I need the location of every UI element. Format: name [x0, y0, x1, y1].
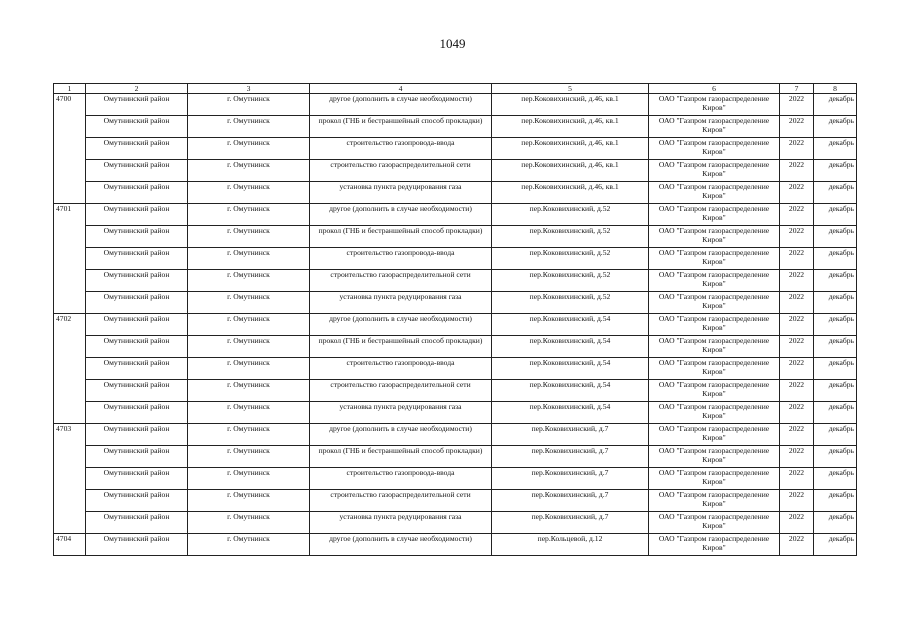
- month-cell: декабрь: [814, 226, 857, 248]
- year-cell: 2022: [780, 182, 814, 204]
- work-type-cell: другое (дополнить в случае необходимости): [310, 424, 492, 446]
- table-header: [54, 84, 857, 94]
- town-cell: г. Омутнинск: [188, 248, 310, 270]
- month-cell: декабрь: [814, 358, 857, 380]
- town-cell: г. Омутнинск: [188, 512, 310, 534]
- address-cell: пер.Коковихинский, д.52: [492, 248, 649, 270]
- table-row: [54, 226, 857, 248]
- organization-cell: ОАО "Газпром газораспределение Киров": [649, 534, 780, 556]
- month-cell: декабрь: [814, 380, 857, 402]
- month-cell: декабрь: [814, 402, 857, 424]
- record-number-cell: 4702: [54, 314, 86, 424]
- district-cell: Омутнинский район: [86, 160, 188, 182]
- district-cell: Омутнинский район: [86, 138, 188, 160]
- month-cell: декабрь: [814, 512, 857, 534]
- table-row: [54, 94, 857, 116]
- address-cell: пер.Коковихинский, д.7: [492, 446, 649, 468]
- table-row: [54, 490, 857, 512]
- year-cell: 2022: [780, 512, 814, 534]
- work-type-cell: установка пункта редуцирования газа: [310, 402, 492, 424]
- town-cell: г. Омутнинск: [188, 358, 310, 380]
- year-cell: 2022: [780, 116, 814, 138]
- address-cell: пер.Коковихинский, д.46, кв.1: [492, 182, 649, 204]
- month-cell: декабрь: [814, 468, 857, 490]
- year-cell: 2022: [780, 204, 814, 226]
- address-cell: пер.Коковихинский, д.52: [492, 292, 649, 314]
- year-cell: 2022: [780, 446, 814, 468]
- table-row: [54, 424, 857, 446]
- organization-cell: ОАО "Газпром газораспределение Киров": [649, 292, 780, 314]
- district-cell: Омутнинский район: [86, 468, 188, 490]
- table-row: [54, 292, 857, 314]
- district-cell: Омутнинский район: [86, 512, 188, 534]
- organization-cell: ОАО "Газпром газораспределение Киров": [649, 380, 780, 402]
- town-cell: г. Омутнинск: [188, 182, 310, 204]
- year-cell: 2022: [780, 94, 814, 116]
- organization-cell: ОАО "Газпром газораспределение Киров": [649, 138, 780, 160]
- address-cell: пер.Коковихинский, д.52: [492, 270, 649, 292]
- month-cell: декабрь: [814, 270, 857, 292]
- column-header-6: 6: [649, 84, 780, 94]
- month-cell: декабрь: [814, 204, 857, 226]
- address-cell: пер.Коковихинский, д.54: [492, 402, 649, 424]
- record-number-cell: 4701: [54, 204, 86, 314]
- year-cell: 2022: [780, 292, 814, 314]
- record-number-cell: 4700: [54, 94, 86, 204]
- work-type-cell: прокол (ГНБ и бестраншейный способ прокладки): [310, 226, 492, 248]
- column-header-5: 5: [492, 84, 649, 94]
- record-number-cell: 4703: [54, 424, 86, 534]
- column-header-1: 1: [54, 84, 86, 94]
- district-cell: Омутнинский район: [86, 204, 188, 226]
- month-cell: декабрь: [814, 534, 857, 556]
- district-cell: Омутнинский район: [86, 380, 188, 402]
- table-row: [54, 204, 857, 226]
- town-cell: г. Омутнинск: [188, 402, 310, 424]
- table-row: [54, 138, 857, 160]
- work-type-cell: установка пункта редуцирования газа: [310, 512, 492, 534]
- year-cell: 2022: [780, 358, 814, 380]
- month-cell: декабрь: [814, 160, 857, 182]
- address-cell: пер.Коковихинский, д.46, кв.1: [492, 94, 649, 116]
- district-cell: Омутнинский район: [86, 182, 188, 204]
- month-cell: декабрь: [814, 182, 857, 204]
- organization-cell: ОАО "Газпром газораспределение Киров": [649, 336, 780, 358]
- work-type-cell: строительство газопровода-ввода: [310, 138, 492, 160]
- year-cell: 2022: [780, 226, 814, 248]
- table-row: [54, 446, 857, 468]
- work-type-cell: строительство газораспределительной сети: [310, 380, 492, 402]
- district-cell: Омутнинский район: [86, 248, 188, 270]
- address-cell: пер.Коковихинский, д.7: [492, 512, 649, 534]
- organization-cell: ОАО "Газпром газораспределение Киров": [649, 424, 780, 446]
- organization-cell: ОАО "Газпром газораспределение Киров": [649, 270, 780, 292]
- district-cell: Омутнинский район: [86, 116, 188, 138]
- organization-cell: ОАО "Газпром газораспределение Киров": [649, 446, 780, 468]
- table-row: [54, 380, 857, 402]
- column-header-2: 2: [86, 84, 188, 94]
- year-cell: 2022: [780, 270, 814, 292]
- district-cell: Омутнинский район: [86, 226, 188, 248]
- organization-cell: ОАО "Газпром газораспределение Киров": [649, 94, 780, 116]
- column-header-8: 8: [814, 84, 857, 94]
- month-cell: декабрь: [814, 424, 857, 446]
- record-number-cell: 4704: [54, 534, 86, 556]
- table-row: [54, 534, 857, 556]
- work-type-cell: строительство газопровода-ввода: [310, 468, 492, 490]
- address-cell: пер.Коковихинский, д.46, кв.1: [492, 160, 649, 182]
- work-type-cell: другое (дополнить в случае необходимости): [310, 94, 492, 116]
- organization-cell: ОАО "Газпром газораспределение Киров": [649, 160, 780, 182]
- town-cell: г. Омутнинск: [188, 314, 310, 336]
- district-cell: Омутнинский район: [86, 358, 188, 380]
- district-cell: Омутнинский район: [86, 336, 188, 358]
- year-cell: 2022: [780, 402, 814, 424]
- address-cell: пер.Коковихинский, д.54: [492, 380, 649, 402]
- address-cell: пер.Кольцевой, д.12: [492, 534, 649, 556]
- town-cell: г. Омутнинск: [188, 160, 310, 182]
- year-cell: 2022: [780, 314, 814, 336]
- year-cell: 2022: [780, 468, 814, 490]
- organization-cell: ОАО "Газпром газораспределение Киров": [649, 512, 780, 534]
- month-cell: декабрь: [814, 490, 857, 512]
- district-cell: Омутнинский район: [86, 490, 188, 512]
- town-cell: г. Омутнинск: [188, 138, 310, 160]
- work-type-cell: строительство газопровода-ввода: [310, 248, 492, 270]
- table-row: [54, 182, 857, 204]
- organization-cell: ОАО "Газпром газораспределение Киров": [649, 468, 780, 490]
- address-cell: пер.Коковихинский, д.46, кв.1: [492, 138, 649, 160]
- year-cell: 2022: [780, 490, 814, 512]
- table-row: [54, 248, 857, 270]
- town-cell: г. Омутнинск: [188, 292, 310, 314]
- organization-cell: ОАО "Газпром газораспределение Киров": [649, 358, 780, 380]
- address-cell: пер.Коковихинский, д.52: [492, 204, 649, 226]
- address-cell: пер.Коковихинский, д.52: [492, 226, 649, 248]
- organization-cell: ОАО "Газпром газораспределение Киров": [649, 116, 780, 138]
- district-cell: Омутнинский район: [86, 402, 188, 424]
- table-row: [54, 358, 857, 380]
- table-row: [54, 468, 857, 490]
- year-cell: 2022: [780, 380, 814, 402]
- town-cell: г. Омутнинск: [188, 534, 310, 556]
- address-cell: пер.Коковихинский, д.7: [492, 468, 649, 490]
- month-cell: декабрь: [814, 248, 857, 270]
- column-header-3: 3: [188, 84, 310, 94]
- work-type-cell: строительство газопровода-ввода: [310, 358, 492, 380]
- district-cell: Омутнинский район: [86, 314, 188, 336]
- address-cell: пер.Коковихинский, д.54: [492, 358, 649, 380]
- town-cell: г. Омутнинск: [188, 468, 310, 490]
- town-cell: г. Омутнинск: [188, 270, 310, 292]
- address-cell: пер.Коковихинский, д.54: [492, 314, 649, 336]
- work-type-cell: прокол (ГНБ и бестраншейный способ прокладки): [310, 116, 492, 138]
- town-cell: г. Омутнинск: [188, 204, 310, 226]
- town-cell: г. Омутнинск: [188, 226, 310, 248]
- column-number-row: [54, 84, 857, 94]
- address-cell: пер.Коковихинский, д.7: [492, 424, 649, 446]
- town-cell: г. Омутнинск: [188, 116, 310, 138]
- town-cell: г. Омутнинск: [188, 446, 310, 468]
- table-row: [54, 160, 857, 182]
- organization-cell: ОАО "Газпром газораспределение Киров": [649, 314, 780, 336]
- table-row: [54, 512, 857, 534]
- address-cell: пер.Коковихинский, д.46, кв.1: [492, 116, 649, 138]
- town-cell: г. Омутнинск: [188, 380, 310, 402]
- town-cell: г. Омутнинск: [188, 490, 310, 512]
- district-cell: Омутнинский район: [86, 292, 188, 314]
- work-type-cell: строительство газораспределительной сети: [310, 270, 492, 292]
- organization-cell: ОАО "Газпром газораспределение Киров": [649, 204, 780, 226]
- month-cell: декабрь: [814, 314, 857, 336]
- work-type-cell: установка пункта редуцирования газа: [310, 292, 492, 314]
- town-cell: г. Омутнинск: [188, 424, 310, 446]
- year-cell: 2022: [780, 248, 814, 270]
- table-row: [54, 314, 857, 336]
- organization-cell: ОАО "Газпром газораспределение Киров": [649, 490, 780, 512]
- year-cell: 2022: [780, 160, 814, 182]
- registry-table: [53, 83, 857, 556]
- month-cell: декабрь: [814, 138, 857, 160]
- organization-cell: ОАО "Газпром газораспределение Киров": [649, 182, 780, 204]
- month-cell: декабрь: [814, 336, 857, 358]
- table-row: [54, 402, 857, 424]
- month-cell: декабрь: [814, 116, 857, 138]
- work-type-cell: другое (дополнить в случае необходимости): [310, 534, 492, 556]
- work-type-cell: строительство газораспределительной сети: [310, 490, 492, 512]
- address-cell: пер.Коковихинский, д.54: [492, 336, 649, 358]
- district-cell: Омутнинский район: [86, 94, 188, 116]
- town-cell: г. Омутнинск: [188, 94, 310, 116]
- organization-cell: ОАО "Газпром газораспределение Киров": [649, 402, 780, 424]
- district-cell: Омутнинский район: [86, 534, 188, 556]
- work-type-cell: прокол (ГНБ и бестраншейный способ прокладки): [310, 336, 492, 358]
- organization-cell: ОАО "Газпром газораспределение Киров": [649, 226, 780, 248]
- work-type-cell: другое (дополнить в случае необходимости): [310, 314, 492, 336]
- month-cell: декабрь: [814, 446, 857, 468]
- work-type-cell: другое (дополнить в случае необходимости): [310, 204, 492, 226]
- column-header-4: 4: [310, 84, 492, 94]
- year-cell: 2022: [780, 424, 814, 446]
- district-cell: Омутнинский район: [86, 446, 188, 468]
- work-type-cell: строительство газораспределительной сети: [310, 160, 492, 182]
- district-cell: Омутнинский район: [86, 424, 188, 446]
- town-cell: г. Омутнинск: [188, 336, 310, 358]
- table-row: [54, 336, 857, 358]
- column-header-7: 7: [780, 84, 814, 94]
- address-cell: пер.Коковихинский, д.7: [492, 490, 649, 512]
- district-cell: Омутнинский район: [86, 270, 188, 292]
- work-type-cell: установка пункта редуцирования газа: [310, 182, 492, 204]
- year-cell: 2022: [780, 534, 814, 556]
- organization-cell: ОАО "Газпром газораспределение Киров": [649, 248, 780, 270]
- month-cell: декабрь: [814, 94, 857, 116]
- month-cell: декабрь: [814, 292, 857, 314]
- year-cell: 2022: [780, 138, 814, 160]
- table-row: [54, 116, 857, 138]
- table-body: [54, 94, 857, 556]
- table-row: [54, 270, 857, 292]
- page-number: 1049: [439, 36, 466, 51]
- year-cell: 2022: [780, 336, 814, 358]
- work-type-cell: прокол (ГНБ и бестраншейный способ прокладки): [310, 446, 492, 468]
